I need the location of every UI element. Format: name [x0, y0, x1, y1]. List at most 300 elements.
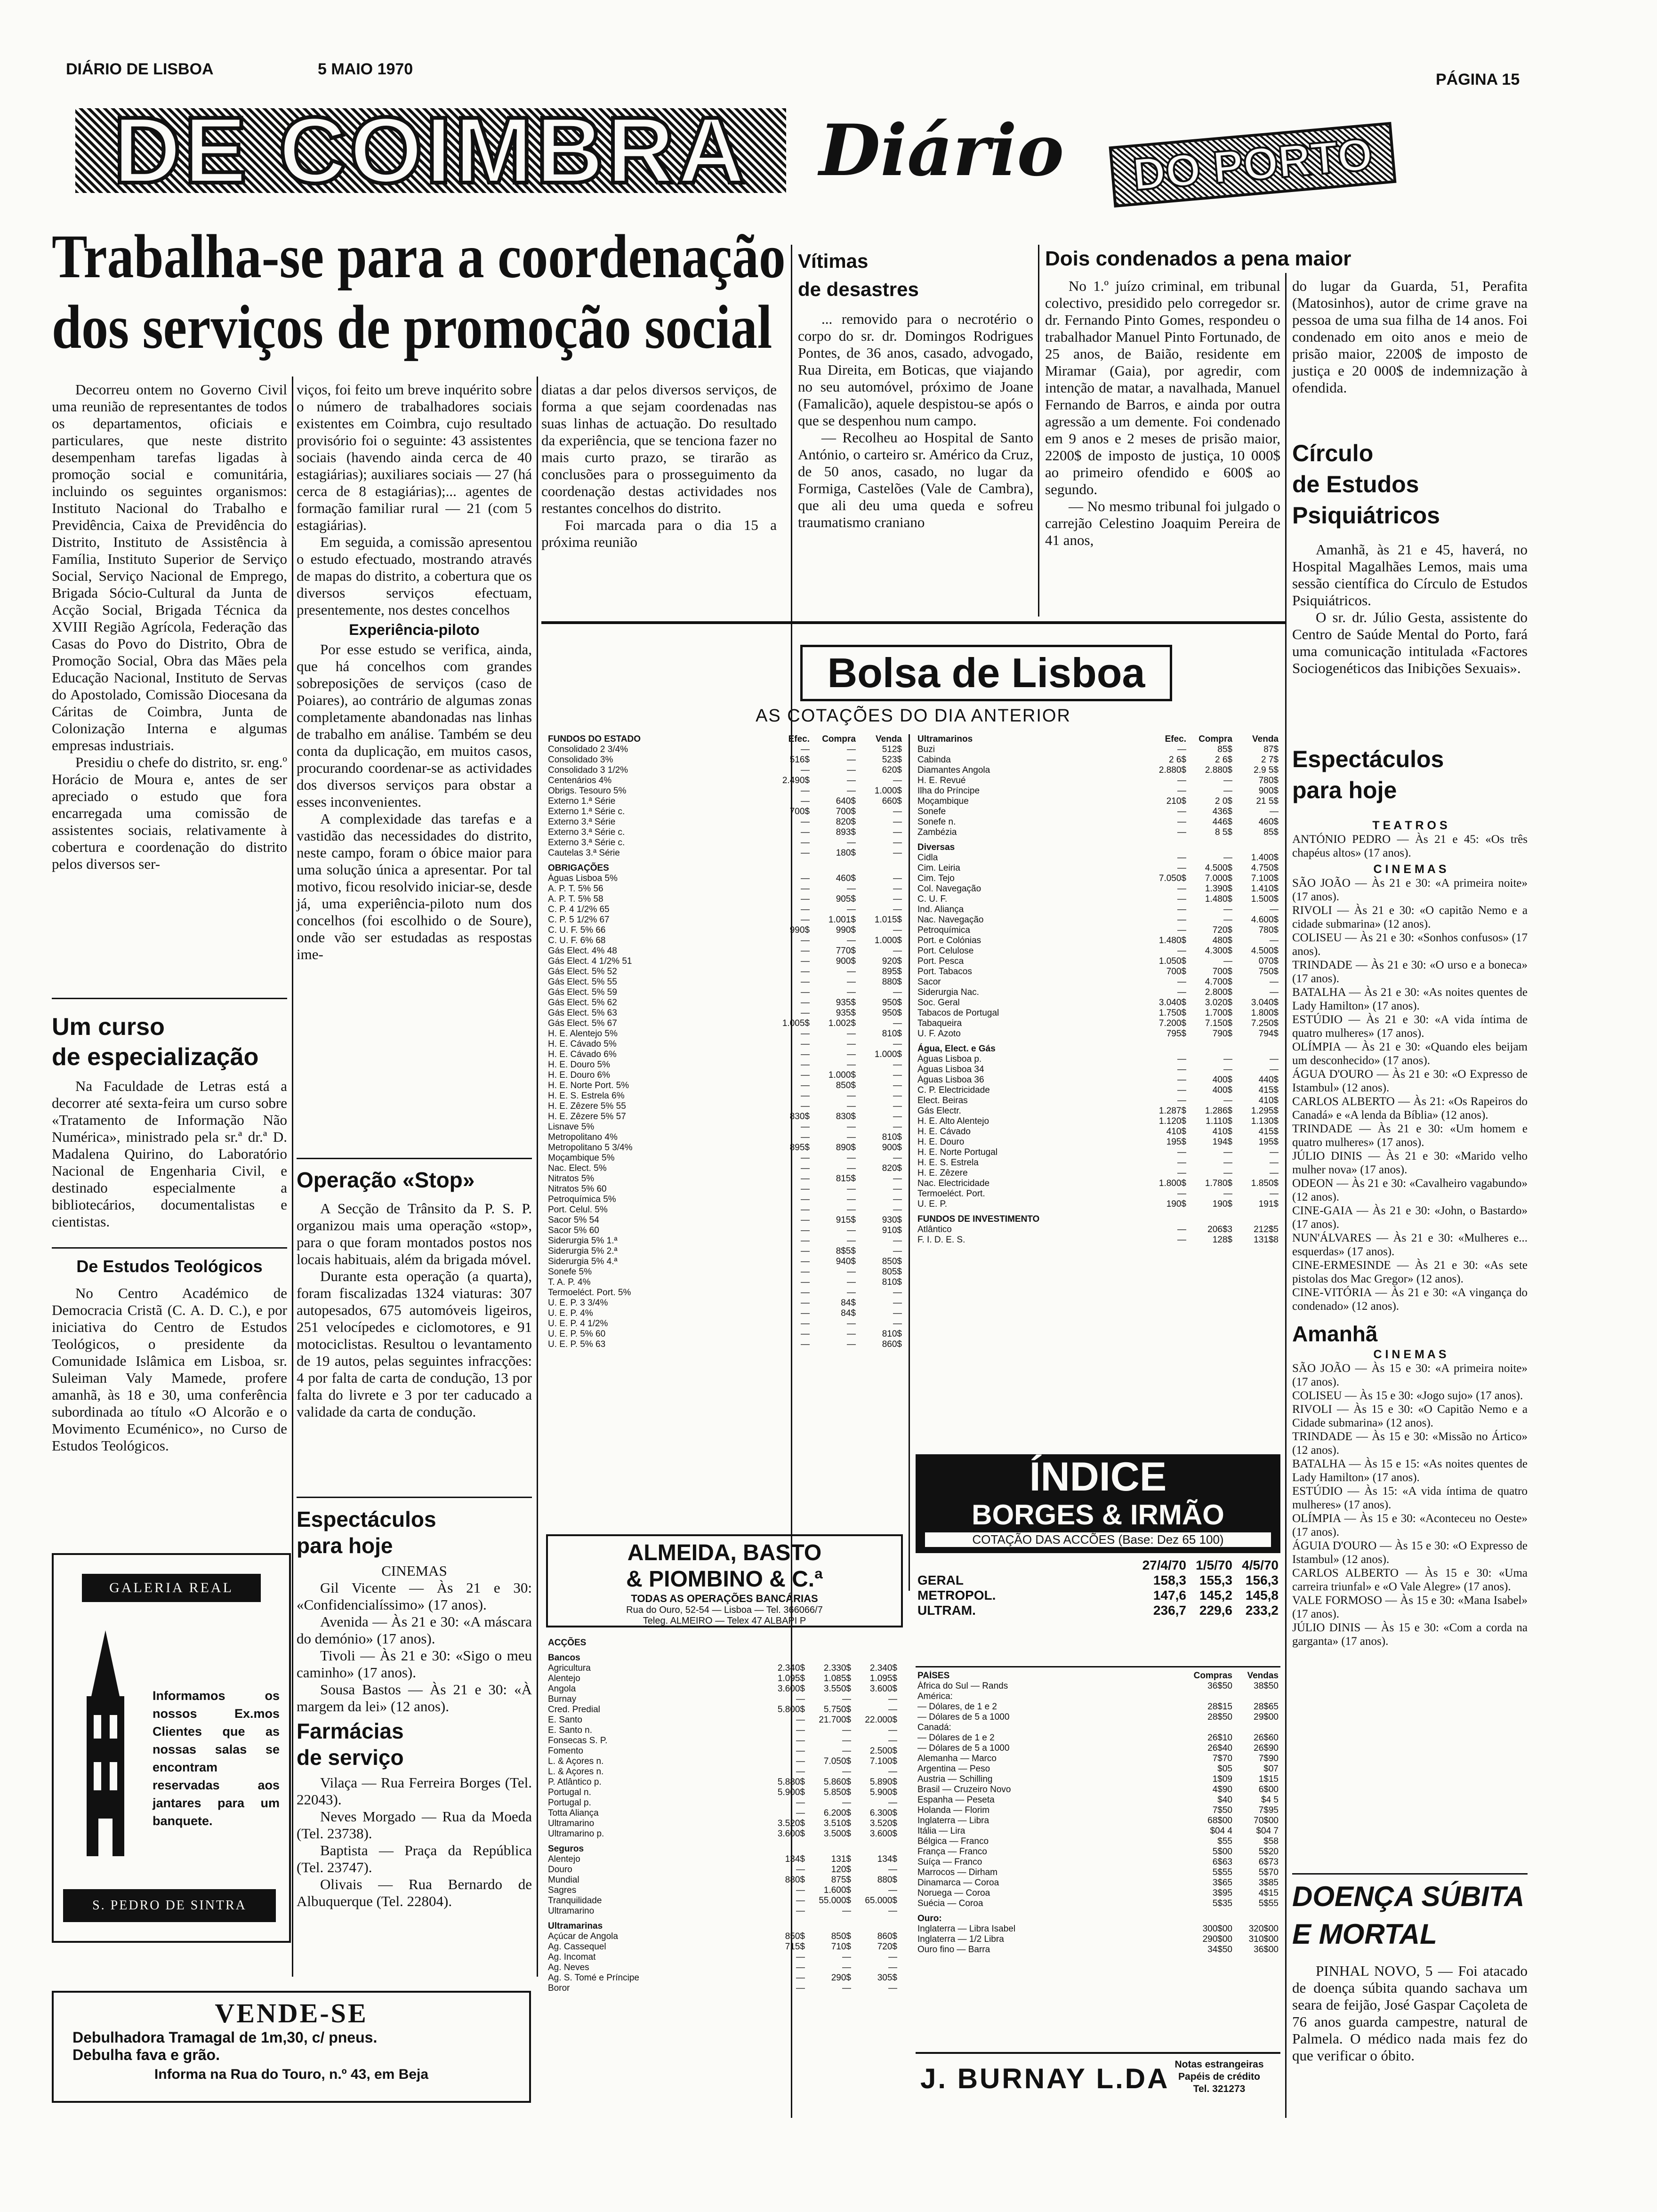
almeida-line1: ALMEIDA, BASTO — [627, 1540, 822, 1565]
table-cell-value: 5.800$ — [777, 1705, 805, 1715]
burnay-line1: Notas estrangeiras — [1174, 2059, 1264, 2070]
table-cell-name: H. E. Cávado 6% — [548, 1050, 617, 1059]
table-cell-value: — — [801, 1070, 810, 1080]
table-cell-value: 4.700$ — [1205, 977, 1232, 987]
espectaculos-porto-title-2: para hoje — [1292, 777, 1397, 803]
table-cell-name: Centenários 4% — [548, 776, 612, 785]
table-cell-value: — — [801, 1194, 810, 1204]
table-header-cell: Compras — [1193, 1671, 1232, 1681]
vende-se-line3: Informa na Rua do Touro, n.º 43, em Beja — [154, 2067, 429, 2082]
bolsa-left-table — [546, 734, 904, 1350]
table-cell-value: 880$ — [785, 1875, 805, 1885]
table-cell-value: 5.900$ — [777, 1787, 805, 1797]
divider — [292, 377, 293, 1977]
table-cell-value: — — [1223, 915, 1232, 925]
bolsa-subtitle: AS COTAÇÕES DO DIA ANTERIOR — [756, 706, 1071, 726]
table-row — [916, 786, 1280, 796]
table-cell-value: — — [801, 1205, 810, 1215]
table-cell-name: Noruega — Coroa — [917, 1888, 990, 1898]
table-cell-value: 3.520$ — [777, 1819, 805, 1828]
table-header-cell: Efec. — [1165, 734, 1186, 744]
table-cell-name: C. P. 4 1/2% 65 — [548, 905, 610, 914]
table-cell-value: — — [847, 936, 856, 946]
table-cell-value: — — [847, 1329, 856, 1339]
cinema-listing: COLISEU — Às 21 e 30: «Sonhos confusos» (17 anos). — [1292, 931, 1528, 958]
table-cell-name: C. U. F. 6% 68 — [548, 936, 606, 946]
table-cell-name: Nac. Navegação — [917, 915, 984, 925]
table-cell-value: — — [796, 1973, 805, 1983]
table-cell-value: 145,2 — [1199, 1588, 1232, 1603]
curso-title — [52, 1012, 287, 1072]
burnay-line3: Tel. 321273 — [1193, 2084, 1246, 2094]
table-cell-value: 145,8 — [1245, 1588, 1279, 1603]
table-row — [916, 884, 1280, 894]
vitimas-paragraph-1: ... removido para o necrotério o corpo do sr. dr. Domingos Rodrigues Pontes, de 36 anos, casado, advogado, Rua Direita, em Boticas, que viajando no seu automóvel, próximo de Joane (Famalicão), aquele despistou-se após o que se despenhou num campo. — [798, 311, 1033, 429]
table-cell-name: Gás Elect. 5% 59 — [548, 987, 617, 997]
table-cell-name: Cautelas 3.ª Série — [548, 848, 620, 858]
table-cell-value: — — [1177, 1235, 1186, 1245]
table-header-row — [916, 1671, 1280, 1681]
table-cell-name: Elect. Beiras — [917, 1096, 968, 1106]
table-row — [546, 1767, 899, 1777]
table-row — [546, 776, 904, 786]
table-cell-name: Consolidado 3% — [548, 755, 613, 765]
table-cell-value: 236,7 — [1153, 1603, 1186, 1618]
table-cell-value: 516$ — [789, 755, 810, 765]
table-cell-value: — — [1177, 827, 1186, 837]
main-headline-line1: Trabalha-se para a coordenação — [52, 222, 786, 291]
table-cell-value: 780$ — [1258, 776, 1279, 785]
table-cell-value: 320$00 — [1248, 1924, 1279, 1934]
table-cell-name: ULTRAM. — [917, 1603, 976, 1618]
espectaculos-porto-title-1: Espectáculos — [1292, 746, 1444, 772]
table-cell-name: Sacor 5% 60 — [548, 1226, 599, 1235]
table-cell-value: — — [801, 1267, 810, 1277]
table-cell-value: 1.850$ — [1251, 1178, 1279, 1188]
teatros-label: T E A T R O S — [1372, 819, 1448, 832]
table-cell-value: — — [796, 1715, 805, 1725]
table-cell-value: 4.600$ — [1251, 915, 1279, 925]
table-row — [546, 1267, 904, 1277]
table-cell-value: 6.200$ — [823, 1808, 851, 1818]
table-row — [916, 1733, 1280, 1743]
subhead-piloto: Experiência-piloto — [349, 621, 480, 638]
table-cell-name: H. E. Zêzere 5% 57 — [548, 1112, 626, 1122]
table-cell-value: 830$ — [789, 1112, 810, 1122]
table-cell-name: H. E. Douro 6% — [548, 1070, 610, 1080]
table-header-cell: Venda — [1252, 734, 1279, 744]
table-header-cell: Compra — [822, 734, 856, 744]
table-row — [546, 765, 904, 776]
divider — [1285, 273, 1287, 2118]
table-cell-value: 290$ — [831, 1973, 851, 1983]
cinema-listing: Sousa Bastos — Às 21 e 30: «À margem da lei» (12 anos). — [297, 1681, 532, 1715]
table-cell-name: F. I. D. E. S. — [917, 1235, 965, 1245]
table-row — [546, 1819, 899, 1829]
table-cell-value: 2 7$ — [1261, 755, 1279, 765]
table-cell-value: — — [893, 946, 902, 956]
table-cell-value: — — [1223, 1065, 1232, 1074]
vitimas-title — [798, 247, 1033, 304]
table-cell-value: 5$70 — [1258, 1867, 1279, 1877]
table-cell-name: África do Sul — Rands — [917, 1681, 1008, 1691]
table-cell-value: 440$ — [1258, 1075, 1279, 1085]
curso-paragraph: Na Faculdade de Letras está a decorrer até sexta-feira um curso sobre «Tratamento de Informação Não Numérica», ministrado pela sr.ª dr.ª D. Madalena Quirino, do Laboratório Nacional de Engenharia Civil, e destinado especialmente a bibliotecários, documentalistas e cientistas. — [52, 1078, 287, 1230]
table-cell-value: — — [1177, 1096, 1186, 1106]
cinema-listing: ODEON — Às 21 e 30: «Cavalheiro vagabundo» (12 anos). — [1292, 1177, 1528, 1203]
table-cell-value: — — [796, 1906, 805, 1916]
table-cell-value: 795$ — [1166, 1029, 1186, 1039]
table-cell-value: — — [847, 1339, 856, 1349]
table-cell-value: 410$ — [1212, 1127, 1232, 1137]
table-cell-value: — — [893, 987, 902, 997]
table-cell-name: Ag. Neves — [548, 1963, 589, 1972]
farmacias-title-2: de serviço — [297, 1745, 404, 1770]
table-cell-value: — — [847, 977, 856, 987]
table-cell-value: — — [1177, 863, 1186, 873]
table-row — [916, 1847, 1280, 1857]
table-row — [546, 1854, 899, 1865]
table-cell-value: — — [796, 1767, 805, 1777]
table-row — [916, 765, 1280, 776]
table-cell-value: 860$ — [877, 1931, 897, 1941]
almeida-line5: Teleg. ALMEIRO — Telex 47 ALBAPI P — [643, 1616, 806, 1626]
table-cell-value: — — [801, 1101, 810, 1111]
table-cell-value: — — [888, 1952, 897, 1962]
table-cell-value: — — [847, 1029, 856, 1039]
espectaculos-coimbra-list — [297, 1563, 532, 1715]
table-row — [546, 905, 904, 915]
table-cell-value: 810$ — [882, 1132, 902, 1142]
table-row — [916, 1147, 1280, 1158]
table-row — [546, 1329, 904, 1339]
table-cell-value: — — [847, 1060, 856, 1070]
cinema-listing: TRINDADE — Às 21 e 30: «O urso e a boneca» (17 anos). — [1292, 959, 1528, 985]
main-article-p4: Em seguida, a comissão apresentou o estudo efectuado, mostrando através de mapas do distrito, a cobertura que os diversos serviços efectuam, presentemente, nos destes concelhos — [297, 534, 532, 618]
table-row — [916, 863, 1280, 874]
table-cell-value: 2.340$ — [869, 1663, 897, 1673]
indice-title-2: BORGES & IRMÃO — [972, 1499, 1224, 1531]
table-cell-value: — — [1177, 905, 1186, 914]
table-cell-value: 7$50 — [1212, 1805, 1232, 1815]
doenca-title-2: E MORTAL — [1292, 1918, 1437, 1950]
table-cell-value: 190$ — [1212, 1199, 1232, 1209]
table-cell-name: A. P. T. 5% 58 — [548, 894, 603, 904]
table-cell-name: Fonsecas S. P. — [548, 1736, 608, 1746]
table-cell-name: Inglaterra — 1/2 Libra — [917, 1934, 1004, 1944]
table-cell-name: Externo 3.ª Série — [548, 817, 616, 827]
table-row — [546, 874, 904, 884]
table-cell-value: 400$ — [1212, 1075, 1232, 1085]
table-section-label: ACÇÕES — [548, 1638, 587, 1648]
table-cell-name: Suíça — Franco — [917, 1857, 982, 1867]
table-section-label: Seguros — [548, 1844, 584, 1854]
table-cell-value: 1.005$ — [782, 1018, 810, 1028]
table-header-row — [916, 1558, 1280, 1573]
table-cell-name: Gás Elect. 5% 52 — [548, 967, 617, 977]
table-cell-value: 880$ — [882, 977, 902, 987]
table-row — [916, 1764, 1280, 1774]
table-row — [916, 1096, 1280, 1106]
table-cell-value: 22.000$ — [865, 1715, 897, 1725]
table-cell-value: 3.020$ — [1205, 998, 1232, 1008]
table-cell-value: — — [801, 1298, 810, 1308]
table-cell-value: 830$ — [836, 1112, 856, 1122]
table-row — [916, 874, 1280, 884]
table-cell-value — [1188, 1691, 1234, 1702]
table-row — [916, 1805, 1280, 1816]
table-cell-value: — — [893, 894, 902, 904]
table-cell-value: — — [1177, 946, 1186, 956]
table-cell-name: L. & Açores n. — [548, 1756, 604, 1766]
table-header-cell — [916, 1558, 1141, 1573]
table-row — [916, 998, 1280, 1008]
cinema-listing: RIVOLI — Às 21 e 30: «O capitão Nemo e a cidade submarina» (12 anos). — [1292, 904, 1528, 930]
galeria-bottom-banner: S. PEDRO DE SINTRA — [63, 1889, 276, 1922]
table-cell-value: — — [847, 1277, 856, 1287]
table-cell-name: Tranquilidade — [548, 1896, 602, 1906]
table-cell-value: — — [801, 915, 810, 925]
galeria-top-banner: GALERIA REAL — [82, 1574, 261, 1602]
table-row — [916, 905, 1280, 915]
table-section-row — [916, 838, 1280, 853]
table-cell-value: 880$ — [877, 1875, 897, 1885]
table-cell-value: — — [801, 848, 810, 858]
table-cell-value: 26$60 — [1254, 1733, 1279, 1743]
table-cell-name: Angola — [548, 1684, 576, 1694]
table-cell-value: — — [801, 786, 810, 796]
vitimas-title-2: de desastres — [798, 278, 919, 300]
table-cell-value: 780$ — [1258, 925, 1279, 935]
table-cell-value: 7.050$ — [823, 1756, 851, 1766]
table-cell-name: Obrigs. Tesouro 5% — [548, 786, 627, 796]
table-row — [916, 1754, 1280, 1764]
table-cell-value: 26$90 — [1254, 1743, 1279, 1753]
vende-se-title: VENDE-SE — [215, 1998, 368, 2028]
table-row — [546, 1029, 904, 1039]
table-cell-value: — — [801, 1039, 810, 1049]
table-cell-name: — Dólares de 5 a 1000 — [917, 1743, 1010, 1753]
table-cell-value: 920$ — [882, 956, 902, 966]
table-row — [546, 827, 904, 838]
table-cell-name: A. P. T. 5% 56 — [548, 884, 603, 894]
table-row — [546, 1194, 904, 1205]
table-cell-value: 2.500$ — [869, 1746, 897, 1756]
table-cell-value: — — [801, 1319, 810, 1329]
table-cell-value: — — [1177, 1147, 1186, 1157]
table-row — [916, 925, 1280, 936]
table-cell-name: Consolidado 2 3/4% — [548, 745, 628, 754]
table-cell-value: 1.295$ — [1251, 1106, 1279, 1116]
table-cell-value: 6.300$ — [869, 1808, 897, 1818]
table-cell-value: — — [1177, 1189, 1186, 1199]
table-cell-value: 1.095$ — [777, 1674, 805, 1683]
table-cell-value: — — [796, 1983, 805, 1993]
table-cell-name: Sonefe n. — [917, 817, 956, 827]
table-cell-value: — — [893, 776, 902, 785]
church-illustration — [68, 1630, 143, 1856]
table-cell-value: — — [801, 977, 810, 987]
table-cell-value: — — [1177, 977, 1186, 987]
table-cell-name: Ouro fino — Barra — [917, 1945, 990, 1955]
table-cell-value: 195$ — [1166, 1137, 1186, 1147]
table-cell-value: — — [1270, 1189, 1279, 1199]
table-cell-value: 7.100$ — [1251, 874, 1279, 883]
table-cell-value: — — [1177, 894, 1186, 904]
table-header-cell: 4/5/70 — [1242, 1558, 1279, 1572]
table-row — [546, 1736, 899, 1746]
table-cell-value: 1.130$ — [1251, 1116, 1279, 1126]
table-cell-value: 794$ — [1258, 1029, 1279, 1039]
table-cell-value: 3.600$ — [869, 1829, 897, 1839]
table-cell-value: — — [796, 1736, 805, 1746]
table-cell-value: 850$ — [785, 1931, 805, 1941]
table-cell-value: — — [1177, 1065, 1186, 1074]
table-cell-value: — — [893, 1174, 902, 1184]
table-cell-value: 1.000$ — [828, 1070, 856, 1080]
table-cell-value: 810$ — [882, 1329, 902, 1339]
table-cell-name: Águas Lisboa 34 — [917, 1065, 984, 1074]
table-cell-value: 147,6 — [1153, 1588, 1186, 1603]
table-cell-value: — — [796, 1963, 805, 1972]
table-cell-value: — — [893, 1039, 902, 1049]
table-row — [546, 786, 904, 796]
table-cell-value: — — [842, 1725, 851, 1735]
table-cell-value: 1.700$ — [1205, 1008, 1232, 1018]
table-cell-value: 1.000$ — [874, 1050, 902, 1059]
table-cell-value: — — [1270, 905, 1279, 914]
table-cell-value: — — [888, 1865, 897, 1875]
table-cell-value: — — [893, 1018, 902, 1028]
table-row — [916, 1189, 1280, 1199]
table-cell-value: 7.050$ — [1158, 874, 1186, 883]
table-cell-value: — — [801, 874, 810, 883]
table-cell-value: 1.480$ — [1158, 936, 1186, 946]
table-cell-value — [1188, 1723, 1234, 1733]
main-article-p2: Presidiu o chefe do distrito, sr. eng.º Horácio de Moura e, antes de ser apreciado o estudo que fora encarregada uma comissão de assistentes sociais, relativamente à cobertura e coordenação do distrito pelos diversos ser- — [52, 754, 287, 872]
vitimas-paragraph-2: — Recolheu ao Hospital de Santo António, o carteiro sr. Américo da Cruz, de 50 anos, casado, no lugar da Formiga, Castelões (Vale de Cambra), que ali deu uma queda e sofreu traumatismo craniano — [798, 429, 1033, 530]
table-cell-value: — — [796, 1746, 805, 1756]
table-cell-value: 1$09 — [1212, 1774, 1232, 1784]
circulo-paragraph-1: Amanhã, às 21 e 45, haverá, no Hospital Magalhães Lemos, mais uma sessão científica do Círculo de Estudos Psiquiátricos. — [1292, 541, 1528, 609]
table-cell-value: — — [796, 1885, 805, 1895]
indice-box — [916, 1454, 1280, 1553]
table-cell-value: 1.400$ — [1251, 853, 1279, 863]
table-cell-value: — — [1177, 915, 1186, 925]
table-row — [546, 1829, 899, 1839]
table-row — [916, 1774, 1280, 1785]
table-cell-value: — — [1223, 786, 1232, 796]
table-cell-name: Consolidado 3 1/2% — [548, 765, 628, 775]
table-cell-value: — — [1223, 905, 1232, 914]
table-cell-value: 1.002$ — [828, 1018, 856, 1028]
table-cell-value: — — [893, 884, 902, 894]
cinema-listing: OLÍMPIA — Às 21 e 30: «Quando eles beijam um desconhecido» (17 anos). — [1292, 1041, 1528, 1067]
table-cell-value: 310$00 — [1248, 1934, 1279, 1944]
table-cell-value: 21 5$ — [1256, 796, 1279, 806]
table-cell-value: — — [1223, 956, 1232, 966]
table-cell-value: — — [1223, 1147, 1232, 1157]
header-paper-name: DIÁRIO DE LISBOA — [66, 60, 214, 78]
table-cell-value: — — [1270, 807, 1279, 817]
table-row — [546, 1319, 904, 1329]
vitimas-text — [798, 311, 1033, 531]
table-row — [546, 1298, 904, 1308]
table-cell-value: 1.000$ — [874, 936, 902, 946]
table-row — [546, 1973, 899, 1983]
table-cell-value: 5$55 — [1212, 1867, 1232, 1877]
banner-porto-box: DO PORTO — [1109, 122, 1396, 208]
table-cell-value: — — [801, 827, 810, 837]
table-cell-value: — — [893, 827, 902, 837]
table-cell-value: 1.050$ — [1158, 956, 1186, 966]
table-cell-value: — — [801, 998, 810, 1008]
table-cell-value: — — [847, 1205, 856, 1215]
main-article-p8: Foi marcada para o dia 15 a próxima reunião — [541, 517, 777, 550]
table-row — [916, 1681, 1280, 1691]
table-cell-value: 715$ — [785, 1942, 805, 1952]
table-cell-value: 68$00 — [1207, 1816, 1232, 1826]
table-row — [546, 946, 904, 956]
farmacia-listing: Baptista — Praça da República (Tel. 23747). — [297, 1842, 532, 1875]
table-section-row — [916, 1909, 1280, 1924]
circulo-paragraph-2: O sr. dr. Júlio Gesta, assistente do Centro de Saúde Mental do Porto, fará uma comunicação intitulada «Factores Sociogenéticos das Inibições Sexuais». — [1292, 609, 1528, 676]
main-article-p5: Por esse estudo se verifica, ainda, que há concelhos com grandes sobreposições de serviços (caso de Poiares), ao contrário de algumas zonas completamente abandonadas nas linhas de trabalho em análise. Também se deu conta da duplicação, em muitos casos, procurando coordenar-se as actividades dos diversos serviços para obstar a esses inconvenientes. — [297, 641, 532, 810]
table-cell-name: Ag. Incomat — [548, 1952, 596, 1962]
table-row — [916, 1085, 1280, 1096]
table-cell-value: — — [888, 1983, 897, 1993]
table-cell-name: H. E. Douro 5% — [548, 1060, 610, 1070]
table-cell-value: 790$ — [1212, 1029, 1232, 1039]
table-row — [546, 1112, 904, 1122]
cinema-listing: CARLOS ALBERTO — Às 15 e 30: «Uma carreira triunfal» e «O Vale Alegre» (17 anos). — [1292, 1567, 1528, 1593]
cinema-listing: CINE-GAIA — Às 21 e 30: «John, o Bastardo» (17 anos). — [1292, 1204, 1528, 1231]
table-cell-value: — — [893, 807, 902, 817]
table-cell-name: Gás Elect. 4 1/2% 51 — [548, 956, 632, 966]
table-cell-name: Brasil — Cruzeiro Novo — [917, 1785, 1011, 1795]
table-cell-value: 194$ — [1212, 1137, 1232, 1147]
table-row — [546, 1174, 904, 1184]
table-cell-value: — — [801, 1163, 810, 1173]
table-cell-value: 131$8 — [1254, 1235, 1279, 1245]
table-cell-value: 206$3 — [1207, 1225, 1232, 1234]
table-header-cell: FUNDOS DO ESTADO — [548, 734, 641, 744]
table-cell-value: — — [842, 1983, 851, 1993]
table-section-label: FUNDOS DE INVESTIMENTO — [917, 1214, 1040, 1224]
table-cell-value: — — [893, 1308, 902, 1318]
table-cell-value: 29$00 — [1254, 1712, 1279, 1722]
table-section-label: Diversas — [917, 842, 955, 852]
cinema-listing: RIVOLI — Às 15 e 30: «O Capitão Nemo e a Cidade submarina» (12 anos). — [1292, 1403, 1528, 1429]
table-cell-value: 895$ — [882, 967, 902, 977]
table-cell-value: 770$ — [836, 946, 856, 956]
condenados-text-a — [1045, 278, 1280, 549]
table-cell-value: 191$ — [1258, 1199, 1279, 1209]
table-row — [916, 1603, 1280, 1618]
table-cell-value: — — [847, 1194, 856, 1204]
cambios-table — [916, 1671, 1280, 1955]
espectaculos-coimbra-title — [297, 1506, 532, 1559]
table-cell-value: — — [801, 905, 810, 914]
table-row — [546, 1705, 899, 1715]
table-cell-value: — — [847, 1132, 856, 1142]
table-row — [916, 1702, 1280, 1712]
table-cell-value: — — [1177, 1085, 1186, 1095]
table-cell-name: Portugal p. — [548, 1798, 591, 1808]
table-cell-value: 512$ — [882, 745, 902, 754]
table-cell-name: Sonefe 5% — [548, 1267, 592, 1277]
table-row — [916, 967, 1280, 977]
